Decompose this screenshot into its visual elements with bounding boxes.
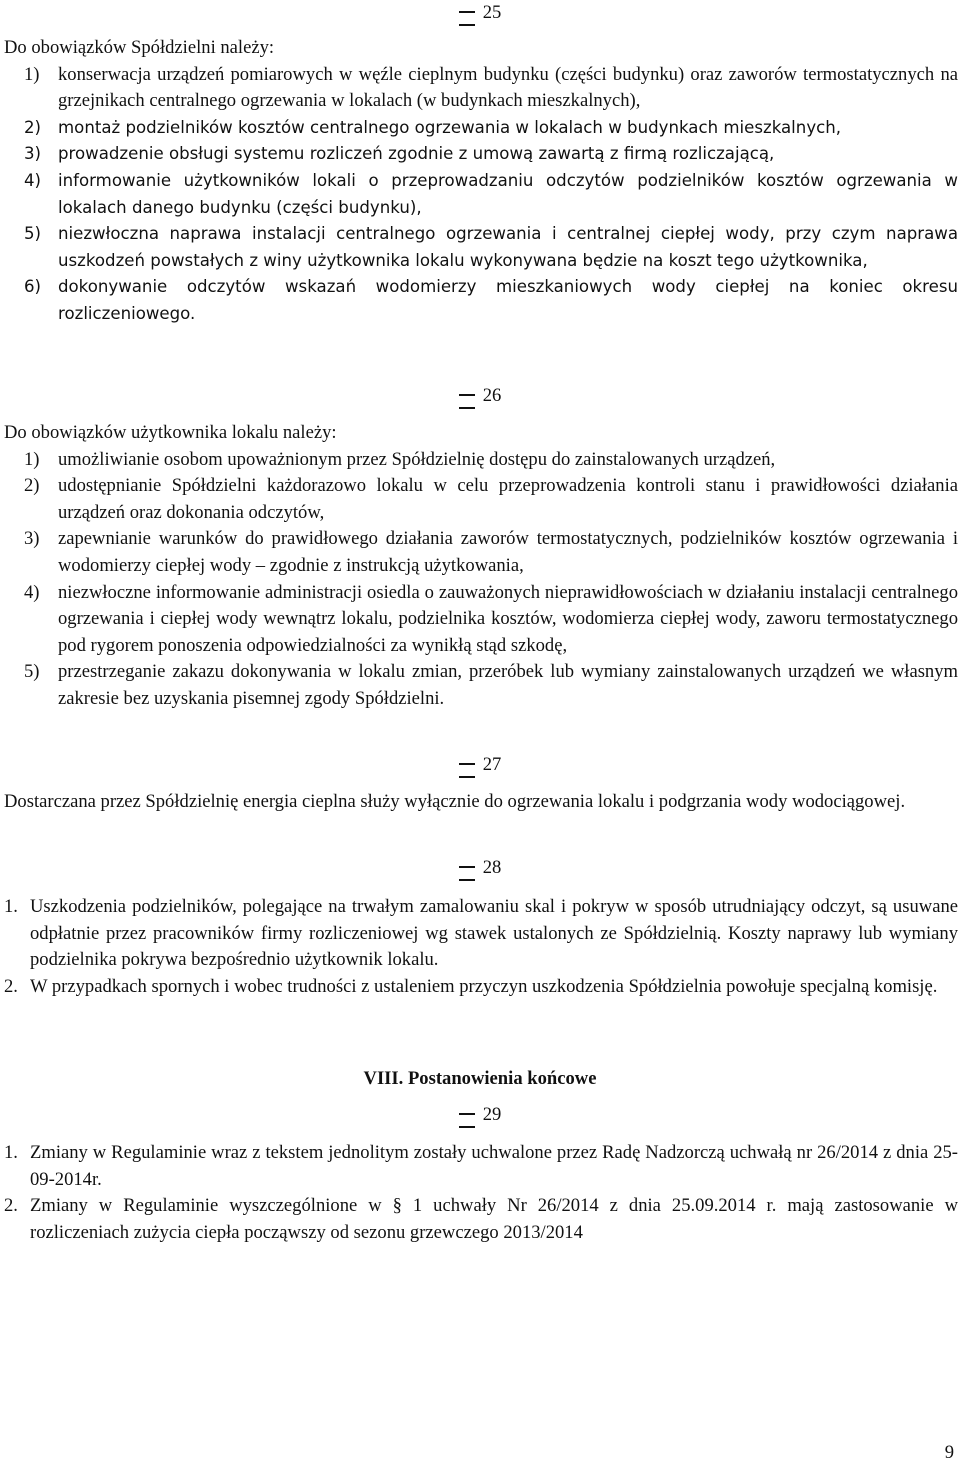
item-text: Uszkodzenia podzielników, polegające na trwałym zamalowaniu skal i pokryw w sposób utrudniający odczyt, są usuwane odpłatnie przez pracowników firmy rozliczeniowej wg stawek ustalonych ze Spółdzielnią. Koszty naprawy lub wymiany podzielnika pokrywa bezpośrednio użytkownik lokalu. <box>30 896 958 971</box>
chapter-heading: VIII. Postanowienia końcowe <box>363 1068 597 1089</box>
item-text: dokonywanie odczytów wskazań wodomierzy mieszkaniowych wody ciepłej na koniec okresu rozliczeniowego. <box>58 277 958 323</box>
item-text: zapewnianie warunków do prawidłowego działania zaworów termostatycznych, podzielników kosztów ogrzewania i wodomierzy ciepłej wody – zgodnie z instrukcją użytkowania, <box>58 528 958 576</box>
list-item <box>4 274 958 327</box>
list-item <box>4 168 958 221</box>
list-item <box>4 974 958 1001</box>
item-text: Zmiany w Regulaminie wyszczególnione w § 1 uchwały Nr 26/2014 z dnia 25.09.2014 r. mają zastosowanie w rozliczeniach zużycia ciepła począwszy od sezonu grzewczego 2013/2014 <box>30 1195 958 1243</box>
item-number: 5) <box>24 224 42 244</box>
list-item <box>4 526 958 579</box>
section-26-heading <box>0 383 960 410</box>
list-item <box>4 447 958 474</box>
section-28-heading <box>0 855 960 882</box>
section-29-heading <box>0 1102 960 1129</box>
item-number: 1) <box>24 448 40 470</box>
item-text: W przypadkach spornych i wobec trudności z ustaleniem przyczyn uszkodzenia Spółdzielnia powołuje specjalną komisję. <box>30 975 938 997</box>
item-number: 2) <box>24 475 40 497</box>
section-26-body <box>4 420 958 713</box>
section-25-body <box>4 35 958 328</box>
item-number: 2. <box>4 1195 18 1217</box>
list-item <box>4 659 958 712</box>
section-intro: Do obowiązków użytkownika lokalu należy: <box>4 422 337 443</box>
section-sign-icon <box>459 2 475 24</box>
item-text: niezwłoczne informowanie administracji osiedla o zauważonych nieprawidłowościach w działaniu instalacji centralnego ogrzewania i ciepłej wody wewnątrz lokalu, podzielnika kosztów, wodomierza ciepłej wody, zaworu termostatycznego pod rygorem ponoszenia odpowiedzialności za wynikłą stąd szkodę, <box>58 581 958 656</box>
section-sign-icon <box>459 857 475 879</box>
section-number: 25 <box>482 2 502 23</box>
section-intro: Do obowiązków Spółdzielni należy: <box>4 37 275 58</box>
item-number: 2) <box>24 117 42 137</box>
obligations-list <box>4 447 958 713</box>
section-sign-icon <box>459 1104 475 1126</box>
item-text: konserwacja urządzeń pomiarowych w węźle cieplnym budynku (części budynku) oraz zaworów termostatycznych na grzejnikach centralnego ogrzewania w lokalach (w budynkach mieszkalnych), <box>58 63 958 112</box>
item-number: 1. <box>4 1142 18 1163</box>
item-text: niezwłoczna naprawa instalacji centralnego ogrzewania i centralnej ciepłej wody, przy czym naprawa uszkodzeń powstałych z winy użytkownika lokalu wykonywana będzie na koszt tego użytkownika, <box>58 224 958 270</box>
section-sign-icon <box>459 385 475 407</box>
item-number: 3) <box>24 528 40 550</box>
item-number: 2. <box>4 975 18 997</box>
item-text: udostępnianie Spółdzielni każdorazowo lokalu w celu przeprowadzenia kontroli stanu i prawidłowości działania urządzeń oraz dokonania odczytów, <box>58 475 958 523</box>
list-item <box>4 1140 958 1193</box>
item-text: przestrzeganie zakazu dokonywania w lokalu zmian, przeróbek lub wymiany zainstalowanych urządzeń we własnym zakresie bez uzyskania pisemnej zgody Spółdzielni. <box>58 661 958 709</box>
section-25-heading <box>0 0 960 27</box>
numbered-list <box>4 894 958 1000</box>
item-number: 4) <box>24 581 40 603</box>
section-number: 26 <box>482 385 502 406</box>
section-number: 28 <box>482 857 502 878</box>
numbered-list <box>4 1140 958 1246</box>
list-item <box>4 221 958 274</box>
list-item <box>4 473 958 526</box>
section-number: 29 <box>482 1104 502 1125</box>
list-item <box>4 580 958 660</box>
list-item <box>4 1193 958 1246</box>
item-number: 1. <box>4 896 18 917</box>
section-29-body <box>4 1140 958 1246</box>
list-item <box>4 115 958 142</box>
section-number: 27 <box>482 754 502 775</box>
item-text: prowadzenie obsługi systemu rozliczeń zgodnie z umową zawartą z firmą rozliczającą, <box>58 144 775 164</box>
item-number: 3) <box>24 144 42 164</box>
page-number: 9 <box>944 1442 954 1463</box>
item-number: 1) <box>24 63 40 85</box>
item-text: umożliwianie osobom upoważnionym przez Spółdzielnię dostępu do zainstalowanych urządzeń, <box>58 448 776 470</box>
item-number: 5) <box>24 661 40 683</box>
section-27-body <box>4 789 958 816</box>
item-text: informowanie użytkowników lokali o przeprowadzaniu odczytów podzielników kosztów ogrzewania w lokalach danego budynku (części budynku), <box>58 170 958 217</box>
section-28-body <box>4 894 958 1000</box>
list-item <box>4 141 958 168</box>
list-item <box>4 62 958 115</box>
list-item <box>4 894 958 974</box>
item-text: montaż podzielników kosztów centralnego ogrzewania w lokalach w budynkach mieszkalnych, <box>58 117 842 137</box>
section-27-heading <box>0 752 960 779</box>
item-number: 4) <box>24 170 42 190</box>
item-text: Zmiany w Regulaminie wraz z tekstem jednolitym zostały uchwalone przez Radę Nadzorczą uchwałą nr 26/2014 z dnia 25-09-2014r. <box>30 1142 958 1190</box>
section-sign-icon <box>459 754 475 776</box>
item-number: 6) <box>24 277 42 297</box>
section-paragraph: Dostarczana przez Spółdzielnię energia cieplna służy wyłącznie do ogrzewania lokalu i podgrzania wody wodociągowej. <box>4 791 906 812</box>
obligations-list <box>4 62 958 328</box>
